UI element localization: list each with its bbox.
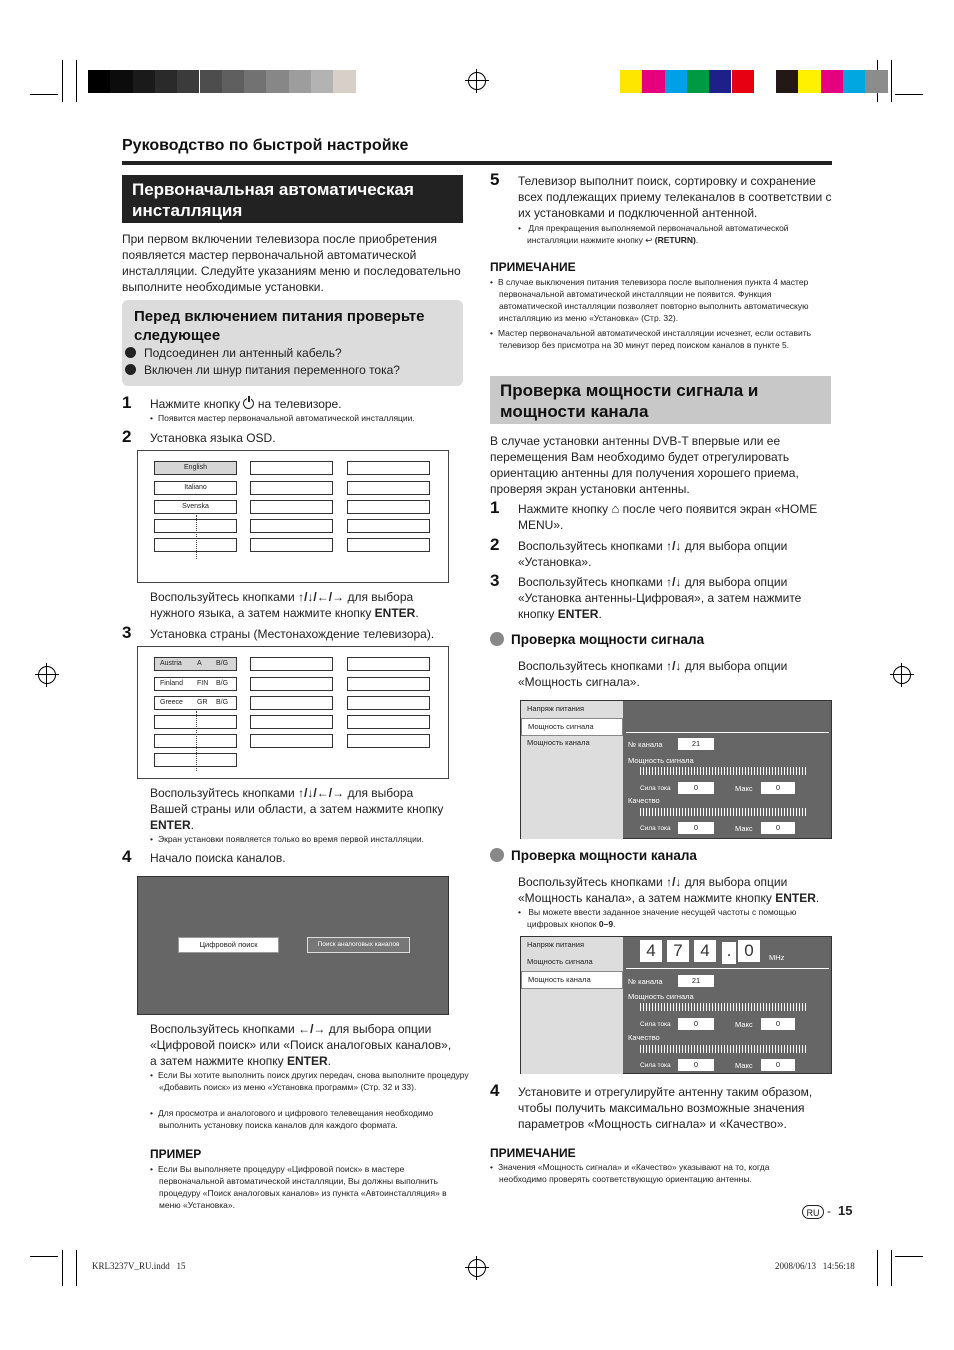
max-label: Макс xyxy=(735,784,753,793)
language-option[interactable] xyxy=(347,538,430,552)
current-value: 0 xyxy=(678,1018,714,1030)
language-option[interactable] xyxy=(250,519,333,533)
max-label: Макс xyxy=(735,824,753,833)
channel-number-label: № канала xyxy=(628,977,663,986)
frequency-digit[interactable]: 0 xyxy=(738,940,760,962)
divider xyxy=(626,968,829,969)
country-option[interactable] xyxy=(347,734,430,748)
color-swatch xyxy=(865,70,887,93)
color-swatch xyxy=(177,70,199,93)
current-value: 0 xyxy=(678,822,714,834)
crop-mark xyxy=(62,1250,63,1286)
max-label: Макс xyxy=(735,1061,753,1070)
crop-mark xyxy=(62,60,63,102)
page-dash: - xyxy=(827,1204,831,1218)
language-select-screen xyxy=(137,450,449,583)
step-5-note: • Для прекращения выполняемой первоначальной автоматической инсталляции нажмите кнопку ↩ (RETURN). xyxy=(518,222,832,246)
step-1-text: Нажмите кнопку на телевизоре. xyxy=(150,397,342,411)
page-number: 15 xyxy=(838,1203,853,1218)
color-swatch xyxy=(776,70,798,93)
color-swatch xyxy=(155,70,177,93)
crop-mark xyxy=(891,1250,892,1286)
note-item: • В случае выключения питания телевизора после выполнения пункта 4 мастер первоначальной автоматической инсталляции не появится. Функция автоматической инсталляции позволяет повторно выполнить автоматическую инсталляцию из меню «Установка» (Стр. 32). xyxy=(490,276,833,324)
max-label: Макс xyxy=(735,1020,753,1029)
crop-mark xyxy=(895,1256,923,1257)
crop-mark xyxy=(877,1250,878,1286)
arrow-up-down-icon: ↑/↓ xyxy=(666,875,682,889)
current-label: Сила тока xyxy=(640,825,671,832)
country-option[interactable] xyxy=(250,696,333,710)
menu-item-power[interactable]: Напряж питания xyxy=(527,940,585,949)
registration-mark xyxy=(38,666,56,684)
language-option[interactable] xyxy=(347,500,430,514)
step-4-instruction: Воспользуйтесь кнопками ←/→ для выбора опции «Цифровой поиск» или «Поиск аналоговых каналов», а затем нажмите кнопку ENTER. xyxy=(150,1022,452,1068)
tv-side-menu xyxy=(521,937,623,1074)
menu-item-channel[interactable]: Мощность канала xyxy=(521,971,623,989)
digital-search-button[interactable]: Цифровой поиск xyxy=(178,937,279,953)
header-rule xyxy=(122,161,832,165)
example-text: • Если Вы выполняете процедуру «Цифровой поиск» в мастере первоначальной автоматической инсталляции, Вы должны выполнить процедуру «Поиск аналоговых каналов» из пункта «Автоинсталляция» в меню «Установка». xyxy=(150,1163,449,1211)
color-swatch xyxy=(88,70,110,93)
language-option[interactable] xyxy=(347,481,430,495)
current-label: Сила тока xyxy=(640,1021,671,1028)
color-swatch xyxy=(642,70,664,93)
example-title: ПРИМЕР xyxy=(150,1147,202,1161)
color-swatch xyxy=(266,70,288,93)
step-number: 1 xyxy=(122,393,132,412)
language-option[interactable]: English xyxy=(154,461,237,475)
current-value: 0 xyxy=(678,782,714,794)
step-2-instruction: Воспользуйтесь кнопками ↑/↓/←/→ для выбора нужного языка, а затем нажмите кнопку ENTER. xyxy=(150,590,419,620)
bullet-circle-icon xyxy=(490,632,504,646)
country-option[interactable] xyxy=(347,657,430,671)
language-badge: RU xyxy=(802,1205,824,1219)
registration-mark xyxy=(468,72,486,90)
color-swatch xyxy=(311,70,333,93)
step-5-text: Телевизор выполнит поиск, сортировку и сохранение всех подлежащих приему телеканалов в соответствии с их установками и подключенной антенной. xyxy=(518,174,832,220)
language-option[interactable] xyxy=(250,538,333,552)
color-swatch xyxy=(798,70,820,93)
arrow-up-down-icon: ↑/↓ xyxy=(666,575,682,589)
step-number: 2 xyxy=(490,535,500,554)
page-header-title: Руководство по быстрой настройке xyxy=(122,137,409,154)
step-number: 4 xyxy=(122,847,132,866)
check-item: Включен ли шнур питания переменного тока? xyxy=(125,362,400,378)
channel-check-note: • Вы можете ввести заданное значение несущей частоты с помощью цифровых кнопок 0–9. xyxy=(518,906,837,930)
crop-mark xyxy=(30,1256,58,1257)
language-option[interactable] xyxy=(347,461,430,475)
language-option[interactable] xyxy=(250,461,333,475)
language-option[interactable] xyxy=(250,481,333,495)
section-title-signal-check: Проверка мощности сигнала и мощности канала xyxy=(490,376,831,424)
registration-mark xyxy=(468,1259,486,1277)
bullet-dot-icon xyxy=(125,347,136,358)
current-value: 0 xyxy=(678,1059,714,1071)
menu-item-signal[interactable]: Мощность сигнала xyxy=(527,957,593,966)
note-title: ПРИМЕЧАНИЕ xyxy=(490,260,576,274)
bullet-circle-icon xyxy=(490,848,504,862)
language-option[interactable]: Italiano xyxy=(154,481,237,495)
color-swatch xyxy=(110,70,132,93)
signal-strength-label: Мощность сигнала xyxy=(628,756,694,765)
frequency-unit: MHz xyxy=(769,953,785,962)
color-swatch xyxy=(200,70,222,93)
date-slug: 2008/06/13 14:56:18 xyxy=(775,1261,855,1271)
color-swatch xyxy=(709,70,731,93)
check-title: Перед включением питания проверьте следующее xyxy=(134,308,425,344)
color-swatch xyxy=(133,70,155,93)
signal-step-1: Нажмите кнопку ⌂ после чего появится экран «HOME MENU». xyxy=(518,501,818,532)
menu-item-power[interactable]: Напряж питания xyxy=(527,704,585,713)
signal-step-3: Воспользуйтесь кнопками ↑/↓ для выбора опции «Установка антенны-Цифровая», а затем нажмите кнопку ENTER. xyxy=(518,575,802,621)
menu-item-channel[interactable]: Мощность канала xyxy=(527,738,590,747)
color-swatch xyxy=(843,70,865,93)
ellipsis-dots xyxy=(196,711,198,771)
country-option[interactable] xyxy=(347,677,430,691)
quality-label: Качество xyxy=(628,1033,660,1042)
step-4-note: • Для просмотра и аналогового и цифрового телевещания необходимо выполнить установку поиска каналов для каждого формата. xyxy=(150,1107,471,1131)
arrow-up-down-left-right-icon: ↑/↓/←/→ xyxy=(298,786,345,800)
country-select-screen xyxy=(137,646,449,779)
signal-check-text: Воспользуйтесь кнопками ↑/↓ для выбора опции «Мощность сигнала». xyxy=(518,659,788,689)
signal-step-2: Воспользуйтесь кнопками ↑/↓ для выбора опции «Установка». xyxy=(518,539,788,569)
country-option[interactable] xyxy=(250,677,333,691)
step-4-note: • Если Вы хотите выполнить поиск других передач, снова выполните процедуру «Добавить поиск» из меню «Установка программ» (Стр. 32 и 33). xyxy=(150,1069,471,1093)
divider xyxy=(626,732,829,733)
quality-meter xyxy=(640,808,807,816)
color-swatch xyxy=(821,70,843,93)
crop-mark xyxy=(76,60,77,102)
crop-mark xyxy=(891,60,892,102)
country-option[interactable] xyxy=(250,734,333,748)
channel-check-text: Воспользуйтесь кнопками ↑/↓ для выбора опции «Мощность канала», а затем нажмите кнопку ENTER. xyxy=(518,875,820,905)
channel-check-heading: Проверка мощности канала xyxy=(490,848,697,863)
color-swatch xyxy=(754,70,776,93)
signal-strength-label: Мощность сигнала xyxy=(628,992,694,1001)
file-slug: KRL3237V_RU.indd 15 xyxy=(92,1261,186,1271)
quality-label: Качество xyxy=(628,796,660,805)
max-value: 0 xyxy=(761,822,795,834)
step-number: 2 xyxy=(122,427,132,446)
channel-number-value[interactable]: 21 xyxy=(678,738,714,750)
note-item: • Значения «Мощность сигнала» и «Качество» указывают на то, когда необходимо проверять соответствующую ориентацию антенны. xyxy=(490,1161,819,1185)
country-option[interactable]: Greece GR B/G xyxy=(154,696,237,710)
channel-search-screen xyxy=(137,876,449,1015)
signal-meter xyxy=(640,1003,807,1011)
country-option[interactable]: Austria A B/G xyxy=(154,657,237,671)
quality-meter xyxy=(640,1045,807,1053)
signal-meter xyxy=(640,767,807,775)
tv-side-menu xyxy=(521,701,623,839)
frequency-digit[interactable]: 7 xyxy=(667,940,689,962)
arrow-up-down-icon: ↑/↓ xyxy=(666,539,682,553)
color-swatch xyxy=(620,70,642,93)
color-swatch xyxy=(665,70,687,93)
step-number: 5 xyxy=(490,170,500,189)
note-item: • Мастер первоначальной автоматической инсталляции исчезнет, если оставить телевизор без присмотра на 30 минут перед поиском каналов в пункте 5. xyxy=(490,327,833,351)
color-swatch xyxy=(289,70,311,93)
registration-mark xyxy=(893,666,911,684)
step-2-text: Установка языка OSD. xyxy=(150,431,276,445)
channel-number-value[interactable]: 21 xyxy=(678,975,714,987)
note-title: ПРИМЕЧАНИЕ xyxy=(490,1146,576,1160)
check-item: Подсоединен ли антенный кабель? xyxy=(125,345,342,361)
arrow-left-right-icon: ←/→ xyxy=(298,1022,326,1036)
language-option[interactable]: Svenska xyxy=(154,500,237,514)
crop-mark xyxy=(76,1250,77,1286)
step-4-text: Начало поиска каналов. xyxy=(150,851,286,865)
step-3-text: Установка страны (Местонахождение телевизора). xyxy=(150,627,435,641)
crop-mark xyxy=(30,94,58,95)
signal-check-heading: Проверка мощности сигнала xyxy=(490,632,704,647)
frequency-digit[interactable]: 4 xyxy=(640,940,662,962)
step-1-note: • Появится мастер первоначальной автоматической инсталляции. xyxy=(150,412,415,424)
analog-search-button[interactable]: Поиск аналоговых каналов xyxy=(307,937,410,953)
color-swatch xyxy=(687,70,709,93)
max-value: 0 xyxy=(761,1018,795,1030)
step-3-note: • Экран установки появляется только во время первой инсталляции. xyxy=(150,833,424,845)
signal-intro: В случае установки антенны DVB-T впервые или ее перемещения Вам необходимо будет отрегулировать ориентацию антенны для получения хорошего приема, проверяя экран установки антенны. xyxy=(490,434,799,496)
return-icon: ↩ xyxy=(645,235,653,245)
frequency-dot: . xyxy=(722,942,736,964)
country-option[interactable] xyxy=(347,715,430,729)
country-option[interactable] xyxy=(250,657,333,671)
crop-mark xyxy=(895,94,923,95)
frequency-digit[interactable]: 4 xyxy=(694,940,716,962)
country-option[interactable] xyxy=(250,715,333,729)
home-icon: ⌂ xyxy=(611,501,620,516)
power-icon xyxy=(243,398,254,409)
country-option[interactable]: Finland FIN B/G xyxy=(154,677,237,691)
step-number: 4 xyxy=(490,1081,500,1100)
ellipsis-dots xyxy=(196,515,198,559)
color-swatch xyxy=(732,70,754,93)
language-option[interactable] xyxy=(347,519,430,533)
current-label: Сила тока xyxy=(640,1062,671,1069)
step-number: 1 xyxy=(490,498,500,517)
menu-item-signal[interactable]: Мощность сигнала xyxy=(521,718,623,736)
max-value: 0 xyxy=(761,782,795,794)
arrow-up-down-left-right-icon: ↑/↓/←/→ xyxy=(298,590,345,604)
signal-step-4: Установите и отрегулируйте антенну таким образом, чтобы получить максимально возможные значения параметров «Мощность сигнала» и «Качество». xyxy=(518,1085,813,1131)
intro-paragraph: При первом включении телевизора после приобретения появляется мастер первоначальной автоматической инсталляции. Следуйте указаниям меню и последовательно выполните необходимые установки. xyxy=(122,232,461,294)
bullet-dot-icon xyxy=(125,364,136,375)
step-3-instruction: Воспользуйтесь кнопками ↑/↓/←/→ для выбора Вашей страны или области, а затем нажмите кнопку ENTER. xyxy=(150,786,444,832)
arrow-up-down-icon: ↑/↓ xyxy=(666,659,682,673)
channel-number-label: № канала xyxy=(628,740,663,749)
color-swatch xyxy=(333,70,355,93)
step-number: 3 xyxy=(122,623,132,642)
max-value: 0 xyxy=(761,1059,795,1071)
step-number: 3 xyxy=(490,571,500,590)
language-option[interactable] xyxy=(250,500,333,514)
signal-strength-screen xyxy=(520,700,832,839)
channel-strength-screen xyxy=(520,936,832,1074)
check-box xyxy=(122,300,463,386)
current-label: Сила тока xyxy=(640,785,671,792)
country-option[interactable] xyxy=(347,696,430,710)
section-title-auto-install: Первоначальная автоматическая инсталляция xyxy=(122,175,463,223)
color-swatch xyxy=(222,70,244,93)
color-swatch xyxy=(244,70,266,93)
